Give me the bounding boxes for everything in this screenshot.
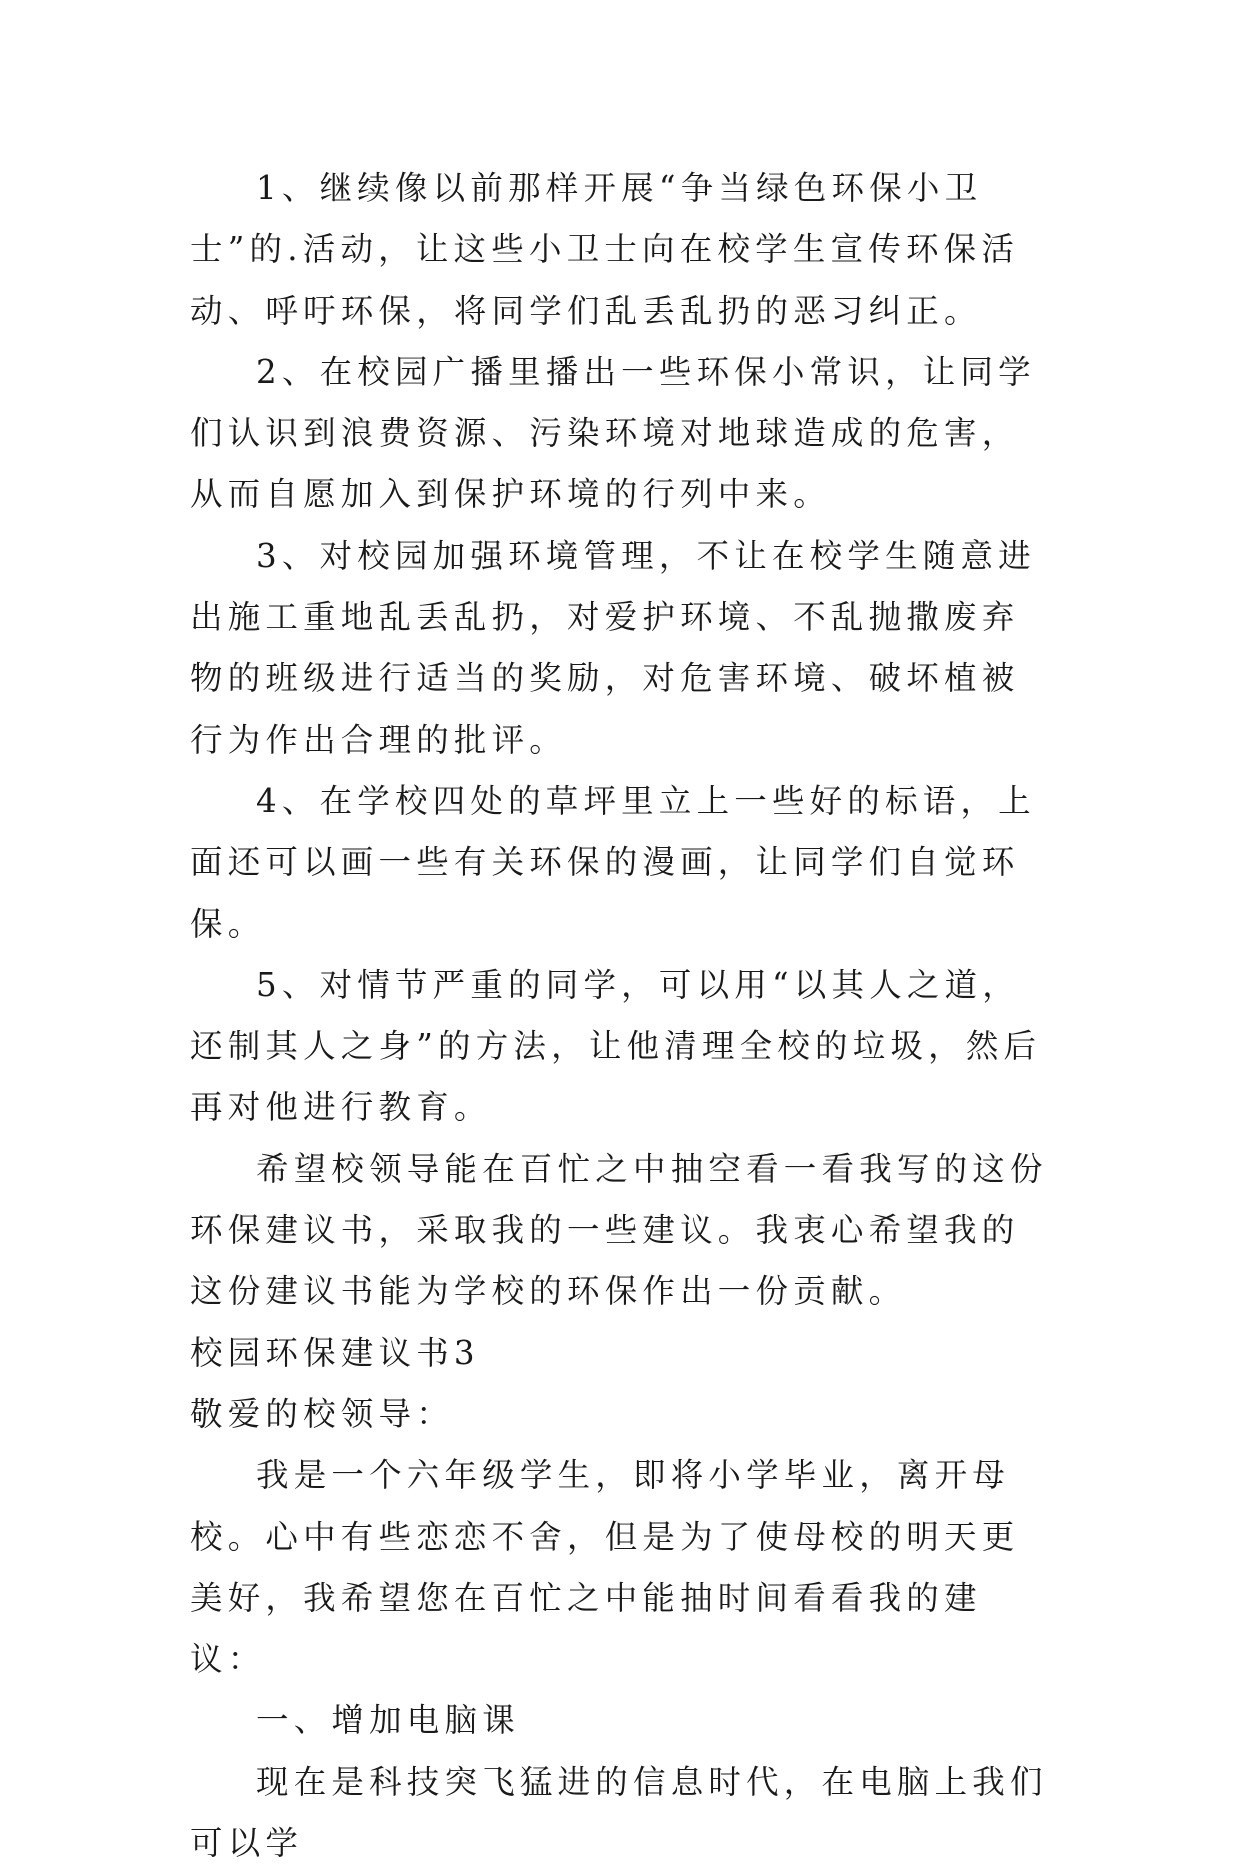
document-body xyxy=(190,158,1050,1874)
paragraph-item-2: 2、在校园广播里播出一些环保小常识，让同学们认识到浪费资源、污染环境对地球造成的危害，从而自愿加入到保护环境的行列中来。 xyxy=(190,352,1036,514)
intro-paragraph: 我是一个六年级学生，即将小学毕业，离开母校。心中有些恋恋不舍，但是为了使母校的明天更美好，我希望您在百忙之中能抽时间看看我的建议： xyxy=(190,1456,1020,1679)
closing-paragraph: 希望校领导能在百忙之中抽空看一看我写的这份环保建议书，采取我的一些建议。我衷心希望我的这份建议书能为学校的环保作出一份贡献。 xyxy=(190,1149,1048,1311)
paragraph-item-1: 1、继续像以前那样开展“争当绿色环保小卫士”的.活动，让这些小卫士向在校学生宣传环保活动、呼吁环保，将同学们乱丢乱扔的恶习纠正。 xyxy=(190,169,1020,330)
paragraph-item-4: 4、在学校四处的草坪里立上一些好的标语，上面还可以画一些有关环保的漫画，让同学们自觉环保。 xyxy=(190,781,1036,943)
salutation: 敬爱的校领导： xyxy=(190,1394,454,1433)
paragraph-item-3: 3、对校园加强环境管理，不让在校学生随意进出施工重地乱丢乱扔，对爱护环境、不乱抛撒废弃物的班级进行适当的奖励，对危害环境、破坏植被行为作出合理的批评。 xyxy=(190,536,1036,759)
paragraph-item-5: 5、对情节严重的同学，可以用“以其人之道，还制其人之身”的方法，让他清理全校的垃圾，然后再对他进行教育。 xyxy=(190,965,1042,1127)
body-paragraph: 现在是科技突飞猛进的信息时代，在电脑上我们可以学 xyxy=(190,1762,1048,1863)
subheading: 一、增加电脑课 xyxy=(256,1701,520,1740)
section-title: 校园环保建议书3 xyxy=(190,1333,480,1372)
